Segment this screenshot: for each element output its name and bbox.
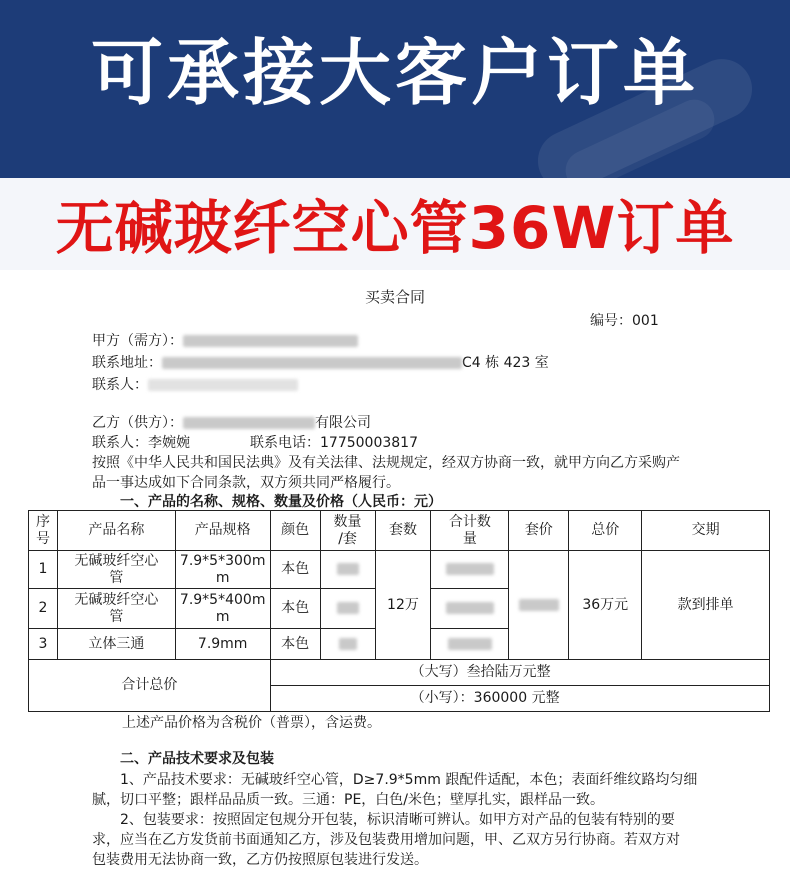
row-color: 本色 xyxy=(270,551,320,589)
header-spec: 产品规格 xyxy=(175,511,270,551)
header-seq: 序 号 xyxy=(29,511,58,551)
total-lower: （小写）：360000 元整 xyxy=(270,686,769,712)
header-color: 颜色 xyxy=(270,511,320,551)
redacted-text xyxy=(446,563,494,575)
party-a-label: 甲方（需方）： xyxy=(92,333,183,349)
order-subtitle: 无碱玻纤空心管36W订单 xyxy=(55,194,735,262)
header-set-price: 套价 xyxy=(509,511,569,551)
party-a-address-suffix: C4 栋 423 室 xyxy=(462,355,549,371)
row-total-qty xyxy=(431,589,509,629)
contract-number: 编号：001 xyxy=(590,313,659,329)
row-spec: 7.9mm xyxy=(175,629,270,660)
redacted-text xyxy=(337,563,359,575)
section2-title: 二、产品技术要求及包装 xyxy=(120,751,274,767)
pack-line3: 包装费用无法协商一致，乙方仍按照原包装进行发送。 xyxy=(92,852,428,868)
intro-text-line2: 品一事达成如下合同条款，双方须共同严格履行。 xyxy=(92,475,400,491)
party-a-line xyxy=(92,332,358,350)
row-total-qty xyxy=(431,551,509,589)
party-b-name-suffix: 有限公司 xyxy=(315,415,371,431)
total-upper: （大写）叁拾陆万元整 xyxy=(270,660,769,686)
redacted-text xyxy=(337,602,359,614)
row-seq: 3 xyxy=(29,629,58,660)
row-qty xyxy=(320,629,375,660)
row-color: 本色 xyxy=(270,629,320,660)
total-price-value: 36万元 xyxy=(569,551,642,660)
header-total-qty: 合计数 量 xyxy=(431,511,509,551)
party-b-phone: 联系电话：17750003817 xyxy=(250,435,418,451)
table-header-row xyxy=(29,511,770,551)
row-qty xyxy=(320,551,375,589)
redacted-text xyxy=(162,357,462,369)
contract-title: 买卖合同 xyxy=(364,288,425,306)
total-label: 合计总价 xyxy=(29,660,271,712)
party-a-contact-line xyxy=(92,376,298,394)
sets-value: 12万 xyxy=(375,551,431,660)
party-b-line xyxy=(92,414,371,432)
row-spec: 7.9*5*300m m xyxy=(175,551,270,589)
pack-line2: 求，应当在乙方发货前书面通知乙方，涉及包装费用增加问题，甲、乙双方另行协商。若双方对 xyxy=(92,832,680,848)
party-a-contact-label: 联系人： xyxy=(92,377,148,393)
party-a-address-line xyxy=(92,354,549,372)
tech-line1: 1、产品技术要求：无碱玻纤空心管，D≥7.9*5mm 跟配件适配，本色；表面纤维纹路均匀细 xyxy=(120,772,698,788)
table-total-row xyxy=(29,660,770,686)
row-color: 本色 xyxy=(270,589,320,629)
header-sets: 套数 xyxy=(375,511,431,551)
header-qty: 数量 /套 xyxy=(320,511,375,551)
redacted-text xyxy=(446,602,494,614)
row-seq: 2 xyxy=(29,589,58,629)
price-note: 上述产品价格为含税价（普票），含运费。 xyxy=(122,715,381,731)
party-b-contact: 联系人：李婉婉 xyxy=(92,435,190,451)
row-total-qty xyxy=(431,629,509,660)
row-name: 立体三通 xyxy=(57,629,175,660)
tech-line2: 腻，切口平整；跟样品品质一致。三通：PE，白色/米色；壁厚扎实，跟样品一致。 xyxy=(92,792,605,808)
row-name: 无碱玻纤空心 管 xyxy=(57,589,175,629)
row-seq: 1 xyxy=(29,551,58,589)
delivery-value: 款到排单 xyxy=(642,551,770,660)
redacted-text xyxy=(339,638,357,650)
pack-line1: 2、包装要求：按照固定包规分开包装，标识清晰可辨认。如甲方对产品的包装有特别的要 xyxy=(120,812,675,828)
intro-text-line1: 按照《中华人民共和国民法典》及有关法律、法规规定，经双方协商一致，就甲方向乙方采购产 xyxy=(92,455,680,471)
redacted-text xyxy=(183,335,358,347)
party-a-address-label: 联系地址： xyxy=(92,355,162,371)
redacted-text xyxy=(519,599,559,611)
redacted-text xyxy=(148,379,298,391)
set-price-cell xyxy=(509,551,569,660)
row-spec: 7.9*5*400m m xyxy=(175,589,270,629)
header-name: 产品名称 xyxy=(57,511,175,551)
banner-title: 可承接大客户订单 xyxy=(90,31,699,115)
row-qty xyxy=(320,589,375,629)
products-table xyxy=(28,510,770,712)
row-name: 无碱玻纤空心 管 xyxy=(57,551,175,589)
table-row xyxy=(29,551,770,589)
redacted-text xyxy=(448,638,492,650)
header-delivery: 交期 xyxy=(642,511,770,551)
redacted-text xyxy=(183,417,315,429)
party-b-label: 乙方（供方）： xyxy=(92,415,183,431)
header-total-price: 总价 xyxy=(569,511,642,551)
section1-title: 一、产品的名称、规格、数量及价格（人民币：元） xyxy=(120,494,442,510)
